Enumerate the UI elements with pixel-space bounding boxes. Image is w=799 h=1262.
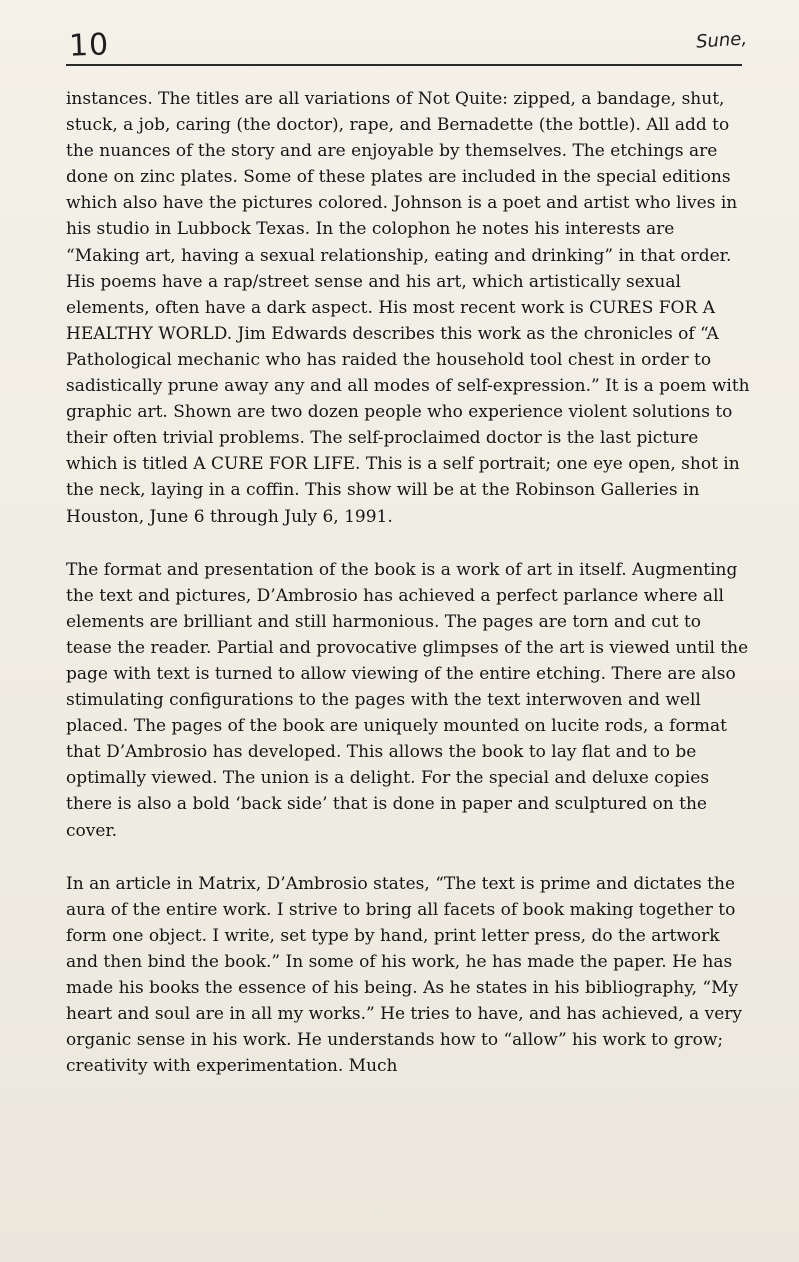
header-rule: [66, 64, 742, 66]
page-number: 10: [68, 27, 110, 64]
paragraph-2: The format and presentation of the book is a work of art in itself. Augmenting the text and pictures, D’Ambrosio has achieved a perfect parlance where all elements are brilliant and still harmonious. The pages are torn and cut to tease the reader. Partial and provocative glimpses of the art is viewed until the page with text is turned to allow viewing of the entire etching. There are also stimulating configurations to the pages with the text interwoven and well placed. The pages of the book are uniquely mounted on lucite rods, a format that D’Ambrosio has developed. This allows the book to lay flat and to be optimally viewed. The union is a delight. For the special and deluxe copies there is also a bold ‘back side’ that is done in paper and sculptured on the cover.: [66, 559, 749, 841]
paragraph-1: instances. The titles are all variations of Not Quite: zipped, a bandage, shut, stuck, a job, caring (the doctor), rape, and Bernadette (the bottle). All add to the nuances of the story and are enjoyable by themselves. The etchings are done on zinc plates. Some of these plates are included in the special editions which also have the pictures colored. Johnson is a poet and artist who lives in his studio in Lubbock Texas. In the colophon he notes his interests are “Making art, having a sexual relationship, eating and drinking” in that order. His poems have a rap/street sense and his art, which artistically sexual elements, often have a dark aspect. His most recent work is CURES FOR A HEALTHY WORLD. Jim Edwards describes this work as the chronicles of “A Pathological mechanic who has raided the household tool chest in order to sadistically prune away any and all modes of self-expression.” It is a poem with graphic art. Shown are two dozen people who experience violent solutions to their often trivial problems. The self-proclaimed doctor is the last picture which is titled A CURE FOR LIFE. This is a self portrait; one eye open, shot in the neck, laying in a coffin. This show will be at the Robinson Galleries in Houston, June 6 through July 6, 1991.: [66, 89, 750, 527]
paragraph-3: In an article in Matrix, D’Ambrosio states, “The text is prime and dictates the aura of the entire work. I strive to bring all facets of book making together to form one object. I write, set type by hand, print letter press, do the artwork and then bind the book.” In some of his work, he has made the paper. He has made his books the essence of his being. As he states in his bibliography, “My heart and soul are in all my works.” He tries to have, and has achieved, a very organic sense in his work. He understands how to “allow” his work to grow; creativity with experimentation. Much: [66, 873, 742, 1077]
handwritten-header-note: Sune,: [695, 28, 748, 53]
article-body: [66, 86, 752, 1079]
